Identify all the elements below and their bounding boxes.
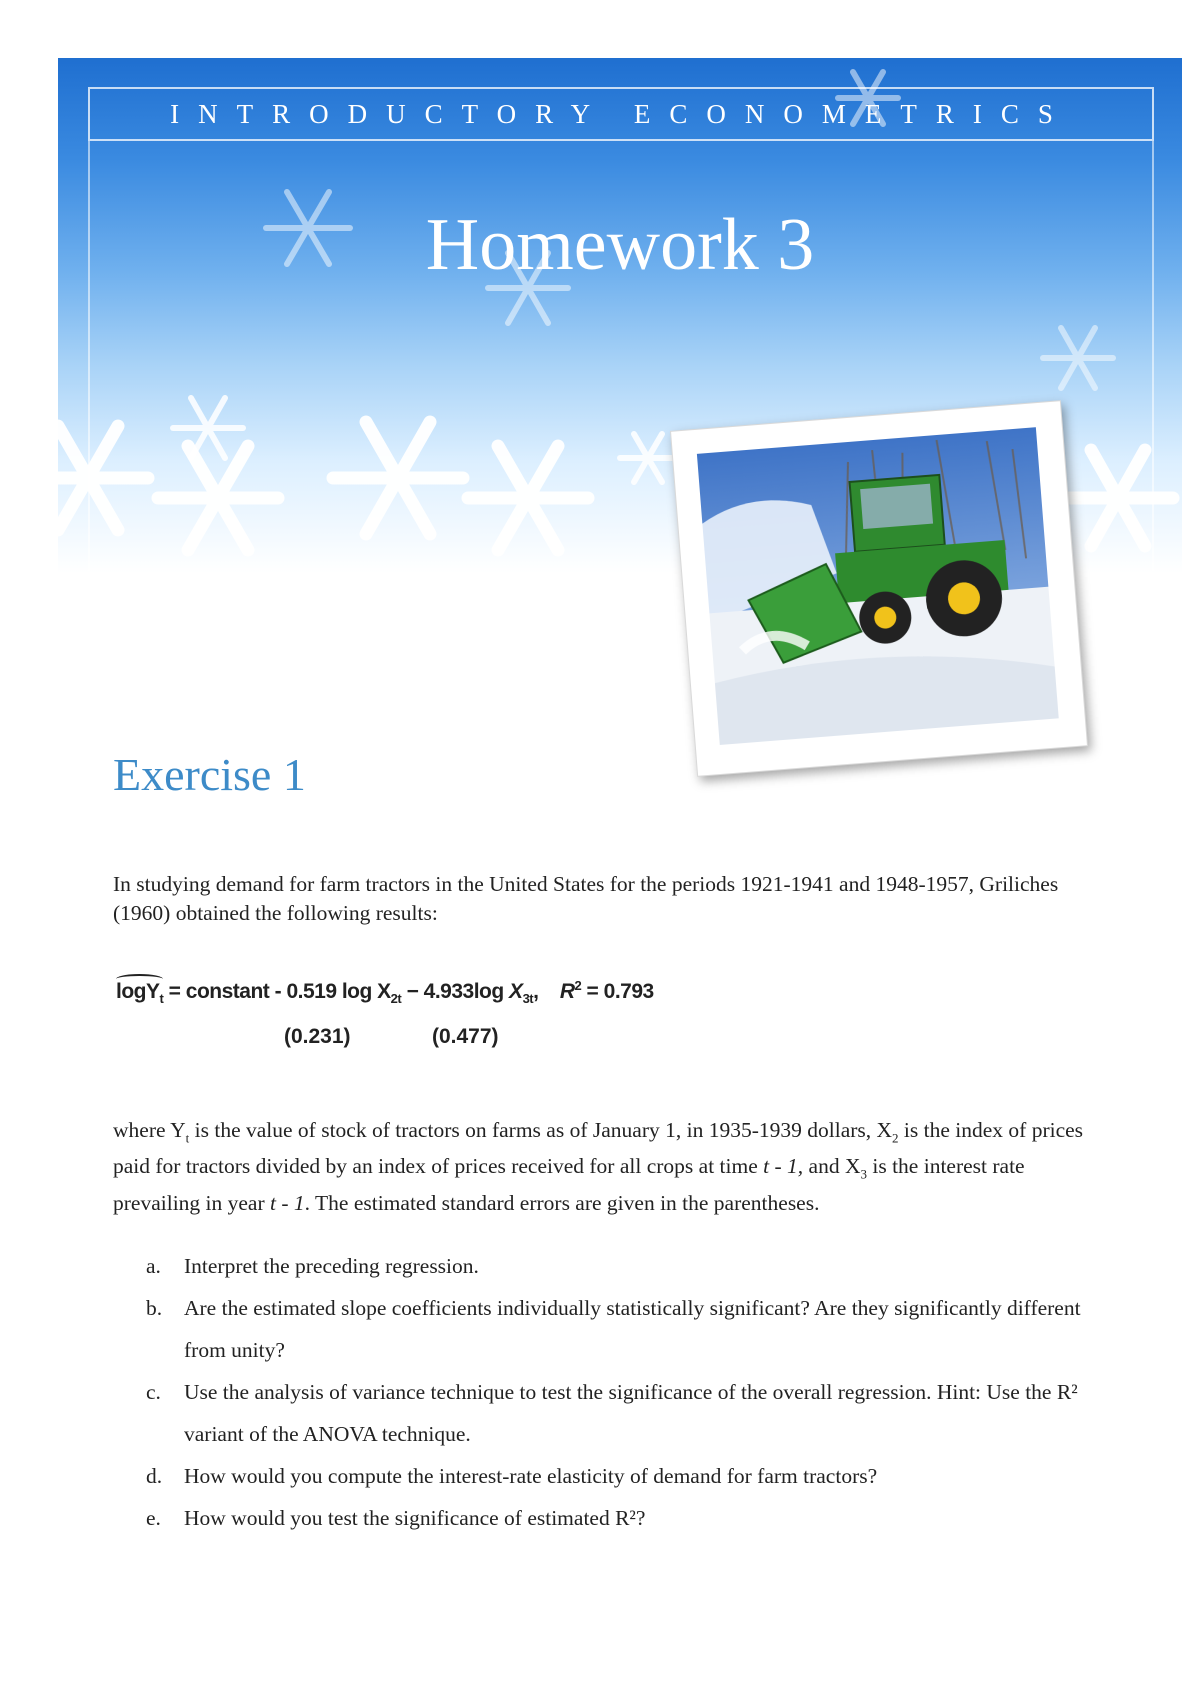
item-label: c. [146, 1380, 161, 1404]
list-item [146, 1245, 1129, 1287]
log-y-hat [116, 980, 163, 1006]
standard-error-2: (0.477) [432, 1025, 499, 1048]
eq-part1: constant - 0.519 log X [185, 980, 391, 1003]
eq-x3-var: X [509, 980, 523, 1003]
item-text: Interpret the preceding regression. [184, 1254, 479, 1278]
where-sub-1: t [185, 1130, 190, 1146]
eq-x3-sub: 3t [522, 991, 534, 1007]
eq-part2: − 4.933log [401, 980, 510, 1003]
eq-lhs: logY [116, 980, 160, 1003]
eq-r2-label: R [559, 980, 575, 1003]
eq-equals: = [163, 980, 186, 1003]
where-sub-2: 2 [892, 1130, 899, 1146]
eq-lhs-sub: t [159, 991, 164, 1007]
eq-r2-sup: 2 [574, 978, 582, 993]
where-text-5: is the interest rate prevailing in year [113, 1154, 1025, 1215]
list-item [146, 1455, 1129, 1497]
tractor-photo [670, 400, 1088, 777]
eq-x2-sub: 2t [390, 991, 402, 1007]
item-label: b. [146, 1296, 163, 1320]
variable-definitions [113, 1116, 1113, 1218]
item-label: d. [146, 1464, 163, 1488]
list-item [146, 1287, 1094, 1371]
list-item [146, 1497, 1129, 1539]
where-italic-2: t - 1 [270, 1190, 305, 1215]
eq-r2-value: = 0.793 [581, 980, 654, 1003]
standard-error-1: (0.231) [284, 1025, 351, 1048]
item-text: Are the estimated slope coefficients individually statistically significant? Are they significantly different from unity? [184, 1296, 1081, 1362]
where-text-1: where Y [113, 1118, 186, 1142]
where-italic-1: t - 1, [763, 1154, 804, 1179]
where-text-3: is the index of prices paid for tractors divided by an index of prices received for all crops at time [113, 1118, 1084, 1179]
page-title: Homework 3 [425, 204, 815, 286]
item-text: How would you test the significance of estimated R²? [184, 1506, 646, 1530]
where-text-2: is the value of stock of tractors on farms as of January 1, in 1935-1939 dollars, X [189, 1118, 893, 1142]
where-text-6: . The estimated standard errors are given in the parentheses. [304, 1190, 820, 1215]
item-text: Use the analysis of variance technique to test the significance of the overall regression. Hint: Use the R² variant of the ANOVA technique. [184, 1380, 1078, 1446]
item-label: e. [146, 1506, 161, 1530]
where-sub-3: 3 [860, 1166, 867, 1182]
where-text-4: and X [803, 1154, 861, 1179]
item-text: How would you compute the interest-rate elasticity of demand for farm tractors? [184, 1464, 878, 1488]
eq-part3: , [533, 980, 539, 1003]
tractor-snowblower-photo-icon [697, 427, 1059, 745]
question-list [146, 1245, 1129, 1539]
exercise-intro: In studying demand for farm tractors in the United States for the periods 1921-1941 and 1948-1957, Griliches (1960) obtained the following results: [113, 872, 1059, 925]
item-label: a. [146, 1254, 161, 1278]
list-item [146, 1371, 1129, 1455]
course-title: INTRODUCTORY ECONOMETRICS [170, 99, 1072, 129]
exercise-heading: Exercise 1 [113, 749, 306, 800]
regression-equation [116, 978, 654, 1006]
